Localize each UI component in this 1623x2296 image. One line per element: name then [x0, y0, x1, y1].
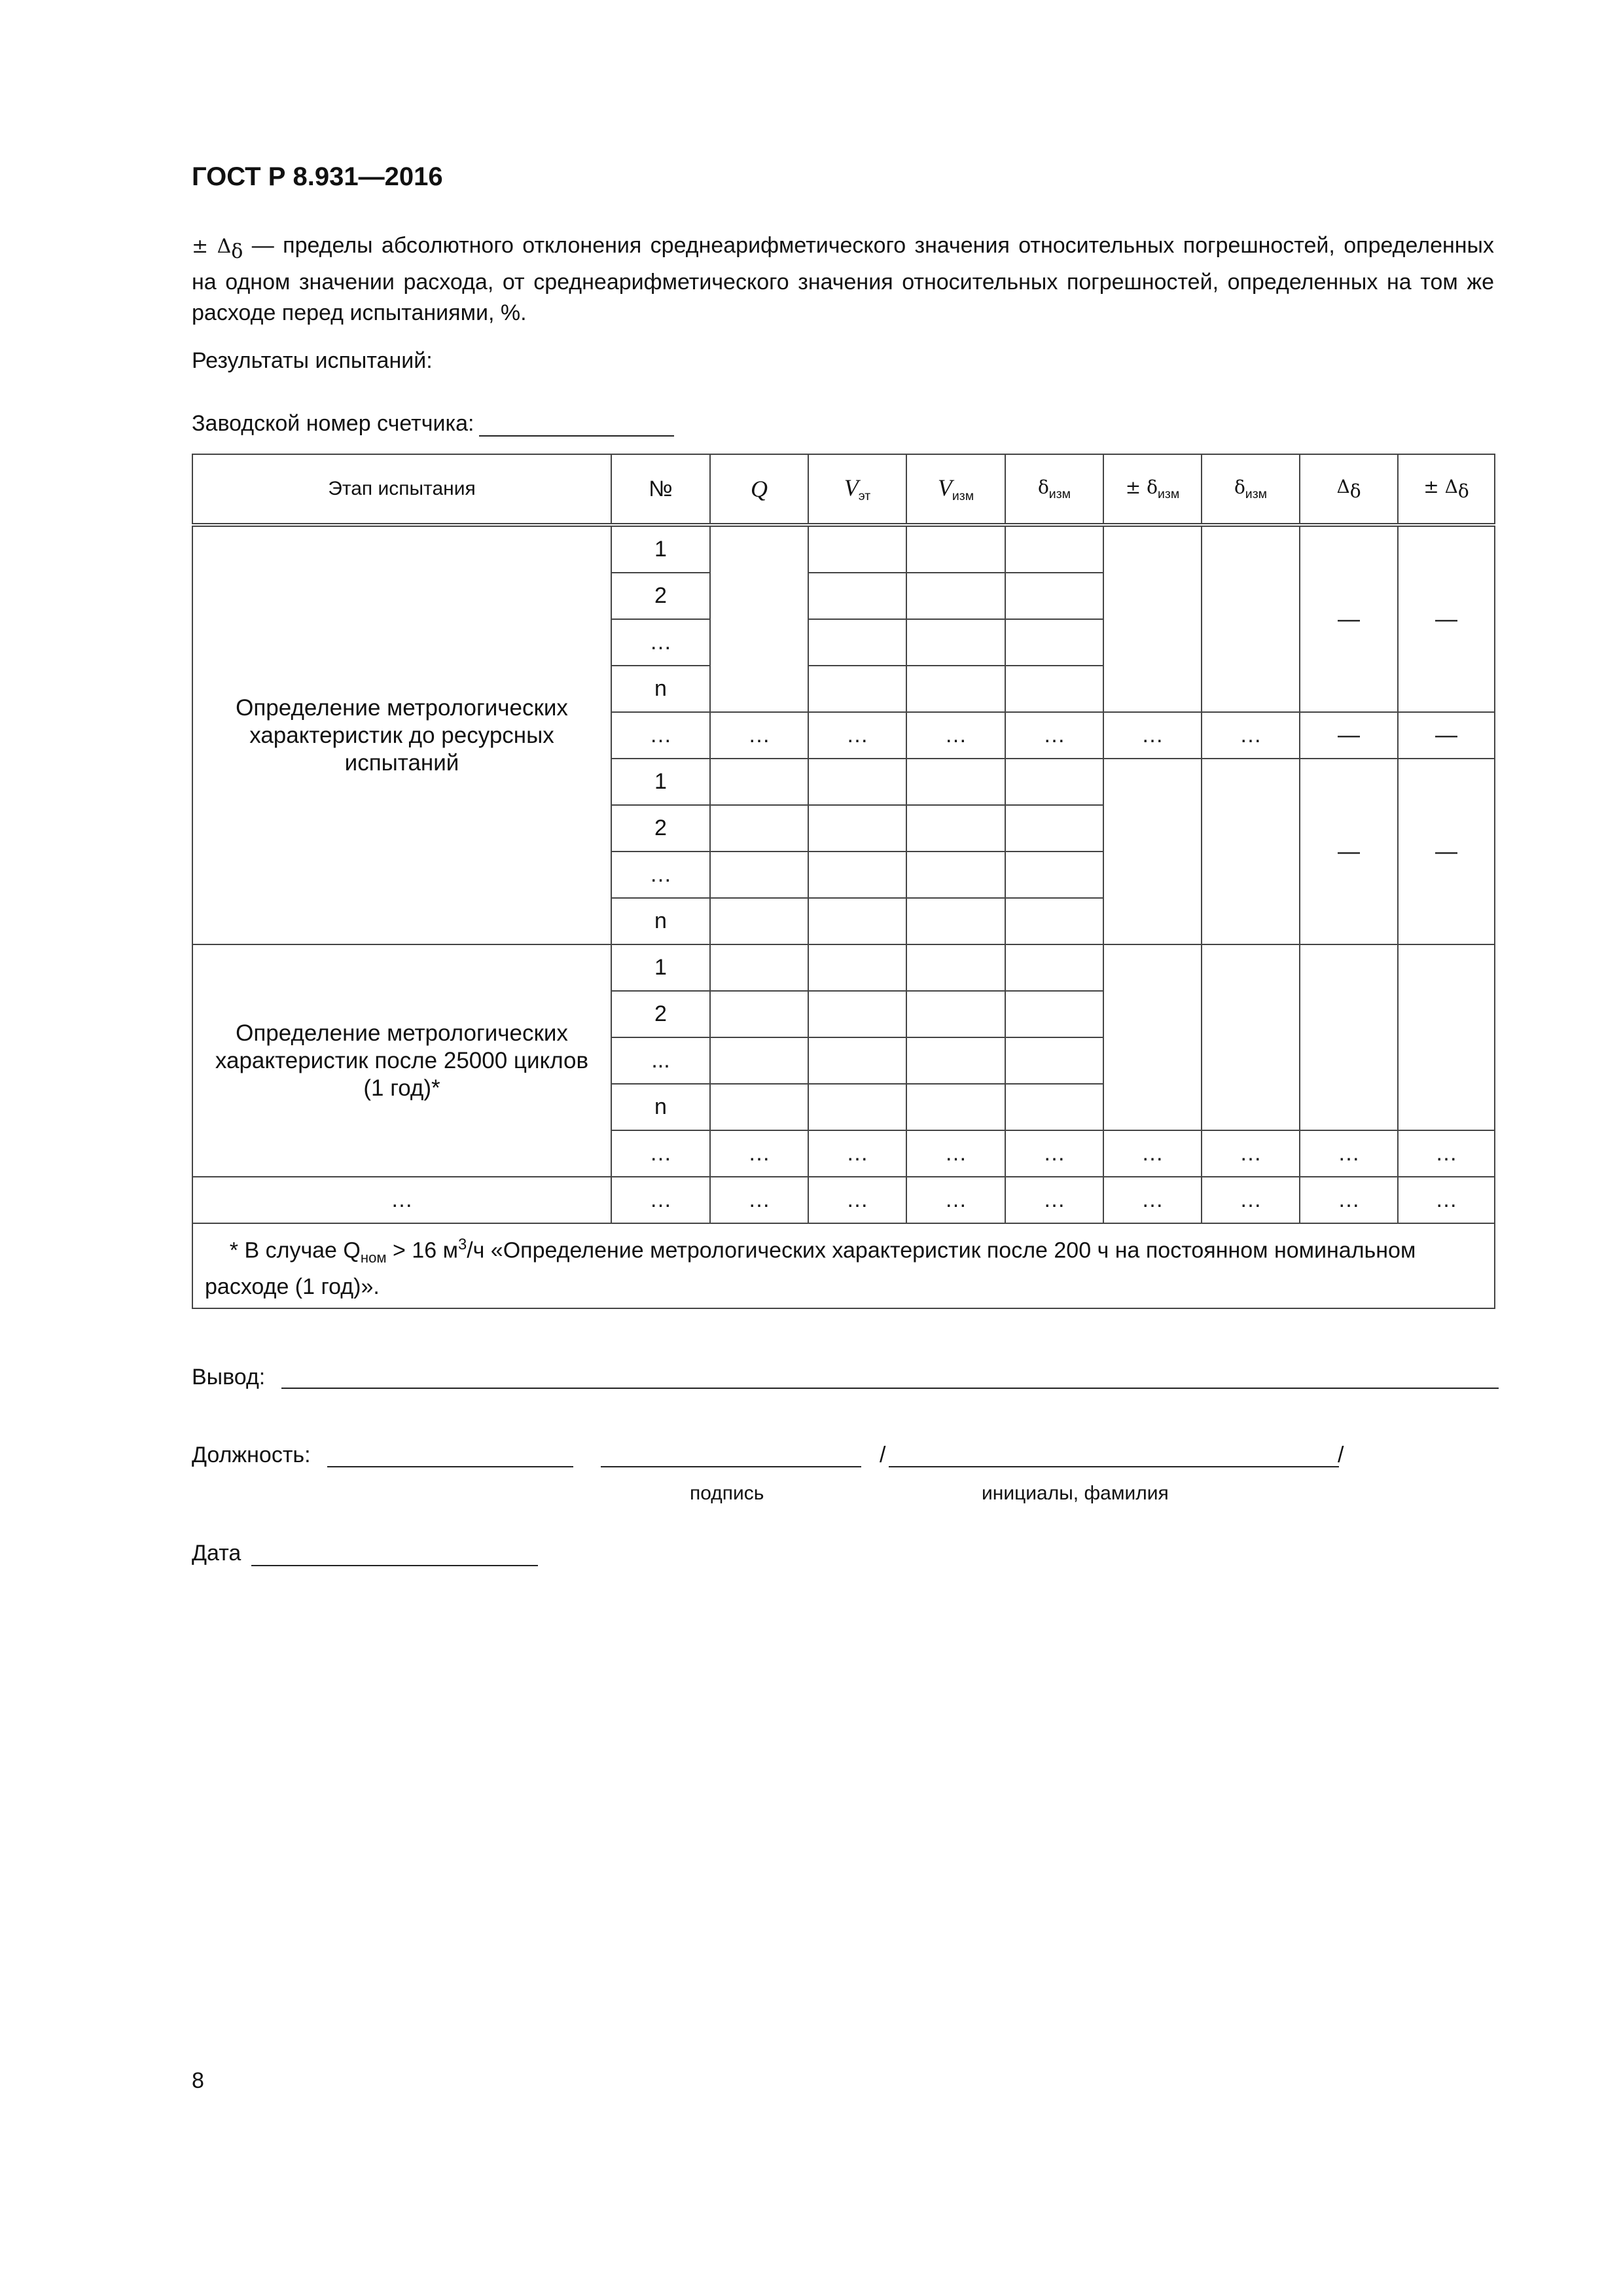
table-row: [192, 944, 1495, 991]
row-num: n: [611, 666, 710, 712]
row-num: 1: [611, 525, 710, 573]
conclusion-field[interactable]: [281, 1388, 1499, 1389]
signature-field[interactable]: [601, 1466, 861, 1467]
definition-symbol: ± Δ: [192, 235, 232, 258]
serial-number-field[interactable]: [479, 414, 674, 437]
date-field[interactable]: [251, 1565, 538, 1566]
table-footnote: * В случае $Q_{ном} > 16$ $м^3/ч$ «Определение метрологических характеристик после 200 ч на постоянном номинальном расходе (1 год)».: [192, 1223, 1495, 1308]
col-v-izm: $V_{изм}$: [906, 454, 1005, 525]
row-num: 2: [611, 991, 710, 1037]
definition-text: — пределы абсолютного отклонения среднеарифметического значения относительных погрешностей, определенных на одном значении расхода, от среднеарифметического значения относительных погрешностей, определенных на том же расходе перед испытаниями, %.: [192, 233, 1494, 325]
row-num: ...: [611, 1037, 710, 1084]
position-label: Должность:: [192, 1443, 311, 1467]
cell-q[interactable]: [710, 525, 808, 712]
conclusion-label: Вывод:: [192, 1365, 266, 1390]
row-num: …: [611, 619, 710, 666]
cell-dash: —: [1300, 525, 1398, 712]
cell-dash: —: [1398, 759, 1495, 944]
col-q: Q: [710, 454, 808, 525]
name-caption: инициалы, фамилия: [982, 1482, 1169, 1504]
cell-dash: —: [1398, 525, 1495, 712]
definition-symbol-sub: δ: [231, 240, 243, 263]
position-field[interactable]: [327, 1466, 573, 1467]
document-header: ГОСТ Р 8.931—2016: [192, 162, 443, 191]
col-stage: Этап испытания: [192, 454, 611, 525]
row-num: 2: [611, 805, 710, 852]
row-num: n: [611, 1084, 710, 1130]
table-row: [192, 525, 1495, 573]
slash-right: /: [1338, 1443, 1344, 1467]
col-delta-d: $\Delta_\delta$: [1300, 454, 1398, 525]
slash-left: /: [880, 1443, 886, 1467]
row-num: 1: [611, 944, 710, 991]
col-pm-d-izm: ± $\delta_{изм}$: [1103, 454, 1202, 525]
col-v-et: $V_{эт}$: [808, 454, 906, 525]
row-num: n: [611, 898, 710, 944]
serial-number-label: Заводской номер счетчика:: [192, 411, 474, 436]
results-table: [192, 454, 1495, 1309]
name-field[interactable]: [889, 1466, 1339, 1467]
row-num: 1: [611, 759, 710, 805]
row-num: 2: [611, 573, 710, 619]
col-pm-delta-d: ± $\Delta_\delta$: [1398, 454, 1495, 525]
col-num: №: [611, 454, 710, 525]
stage1-label: Определение метрологических характеристик до ресурсных испытаний: [192, 525, 611, 944]
table-header-row: [192, 454, 1495, 525]
cell-dash: —: [1300, 712, 1398, 759]
signature-caption: подпись: [690, 1482, 764, 1504]
date-label: Дата: [192, 1541, 241, 1566]
results-label: Результаты испытаний:: [192, 348, 433, 373]
table-row: … … … … … … … … …: [192, 1130, 1495, 1177]
table-footnote-row: [192, 1223, 1495, 1308]
col-d-izm: $\delta_{изм}$: [1005, 454, 1103, 525]
table-row: … … … … … … … … … …: [192, 1177, 1495, 1223]
serial-number-row: [192, 411, 674, 437]
row-num: …: [611, 852, 710, 898]
definition-paragraph: [192, 230, 1494, 329]
cell-dash: —: [1300, 759, 1398, 944]
table-row: … … … … … … … — —: [192, 712, 1495, 759]
page-number: 8: [192, 2068, 204, 2093]
cell-dash: —: [1398, 712, 1495, 759]
stage2-label: Определение метрологических характеристик после 25000 циклов (1 год)*: [192, 944, 611, 1177]
col-d-izm-2: $\delta_{изм}$: [1202, 454, 1300, 525]
